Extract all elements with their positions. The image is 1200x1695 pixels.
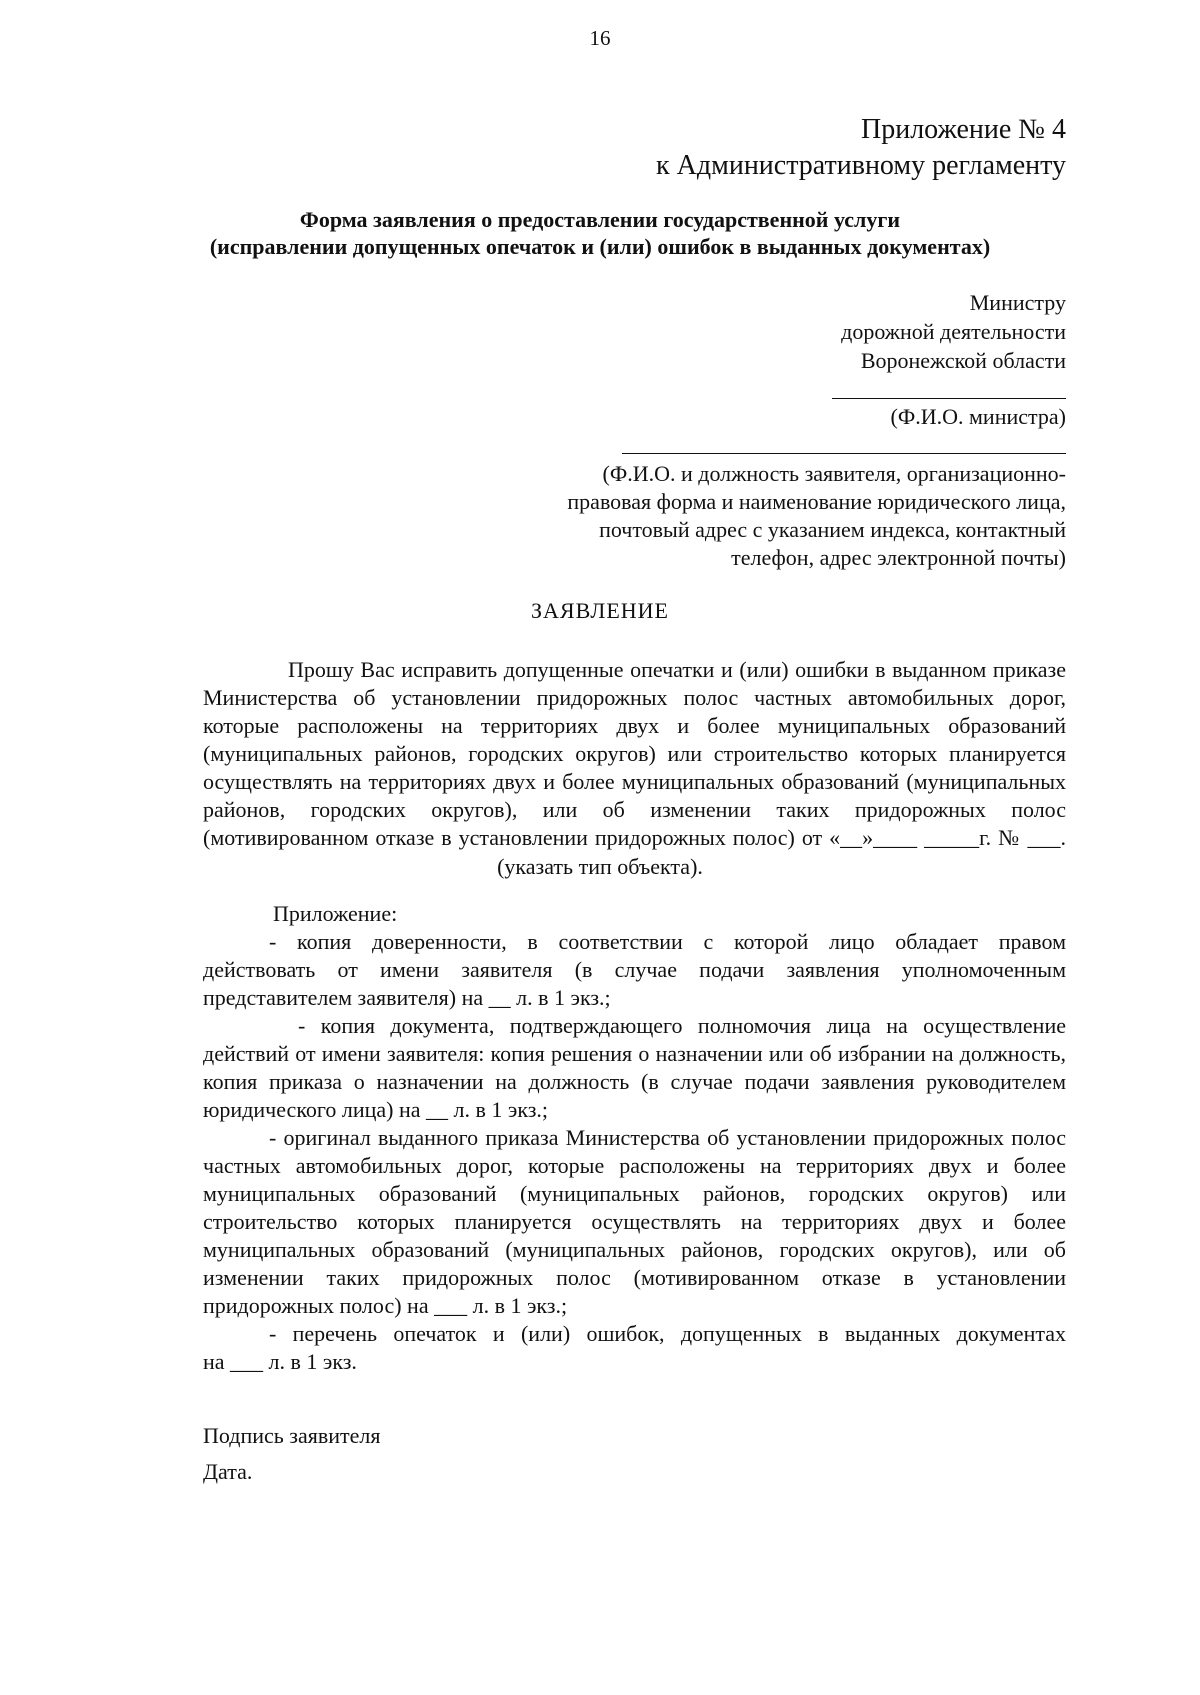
applicant-caption xyxy=(491,460,1066,572)
form-title-line-2: (исправлении допущенных опечаток и (или) ошибок в выданных документах) xyxy=(209,234,991,259)
request-line: осуществлять на территориях двух и более муниципальных образований (муниципальных xyxy=(203,769,1066,794)
addressee-line-3: Воронежской области xyxy=(860,348,1066,373)
form-title xyxy=(200,206,1000,260)
attachment-item-3-line: муниципальных образований (муниципальных районов, городских округов), или об xyxy=(203,1237,1066,1262)
appendix-regulation: к Административному регламенту xyxy=(656,150,1066,181)
attachments-label: Приложение: xyxy=(273,901,398,926)
request-line: которые расположены на территориях двух и более муниципальных образований xyxy=(203,713,1066,738)
request-paragraph xyxy=(203,656,1066,852)
form-title-line-1: Форма заявления о предоставлении государственной услуги xyxy=(299,207,901,232)
addressee-block xyxy=(841,288,1066,375)
attachment-item-4-line: на ___ л. в 1 экз. xyxy=(203,1349,357,1374)
attachment-item-3: - оригинал выданного приказа Министерства об установлении придорожных полос xyxy=(269,1125,1066,1150)
applicant-details-line xyxy=(622,453,1066,454)
applicant-caption-line-4: телефон, адрес электронной почты) xyxy=(731,545,1066,570)
minister-caption: (Ф.И.О. министра) xyxy=(890,404,1066,429)
attachments-list xyxy=(203,900,1066,1376)
attachment-item-3-line: частных автомобильных дорог, которые расположены на территориях двух и более xyxy=(203,1153,1066,1178)
attachment-item-3-line: изменении таких придорожных полос (мотивированном отказе в установлении xyxy=(203,1265,1066,1290)
appendix-reference xyxy=(656,112,1066,184)
document-heading: ЗАЯВЛЕНИЕ xyxy=(531,598,669,623)
attachment-item-3-line: придорожных полос) на ___ л. в 1 экз.; xyxy=(203,1293,568,1318)
appendix-title: Приложение № 4 xyxy=(861,114,1066,145)
request-line: Министерства об установлении придорожных полос частных автомобильных дорог, xyxy=(203,685,1066,710)
attachment-item-1-line: действовать от имени заявителя (в случае подачи заявления уполномоченным xyxy=(203,957,1066,982)
attachment-item-2-line: юридического лица) на __ л. в 1 экз.; xyxy=(203,1097,549,1122)
applicant-caption-line-2: правовая форма и наименование юридического лица, xyxy=(567,489,1066,514)
applicant-caption-line-3: почтовый адрес с указанием индекса, контактный xyxy=(599,517,1066,542)
minister-name-line xyxy=(832,398,1066,399)
request-line: Прошу Вас исправить допущенные опечатки и (или) ошибки в выданном приказе xyxy=(288,657,1066,682)
date-label: Дата. xyxy=(203,1459,253,1484)
attachment-item-3-line: муниципальных образований (муниципальных районов, городских округов) или xyxy=(203,1181,1066,1206)
request-line: районов, городских округов), или об изменении таких придорожных полос xyxy=(203,797,1066,822)
addressee-line-2: дорожной деятельности xyxy=(841,319,1066,344)
attachment-item-2-line: копия приказа о назначении на должность (в случае подачи заявления руководителем xyxy=(203,1069,1066,1094)
object-type-caption: (указать тип объекта). xyxy=(497,854,703,879)
signature-block xyxy=(203,1418,381,1490)
page-number: 16 xyxy=(589,26,611,50)
attachment-item-2: - копия документа, подтверждающего полномочия лица на осуществление xyxy=(298,1013,1066,1038)
attachment-item-2-line: действий от имени заявителя: копия решения о назначении или об избрании на должность, xyxy=(203,1041,1066,1066)
attachment-item-4: - перечень опечаток и (или) ошибок, допущенных в выданных документах xyxy=(269,1321,1066,1346)
attachment-item-1: - копия доверенности, в соответствии с которой лицо обладает правом xyxy=(269,929,1066,954)
request-line: (муниципальных районов, городских округов) или строительство которых планируется xyxy=(203,741,1066,766)
request-line: (мотивированном отказе в установлении придорожных полос) от «__»____ _____г. № ___. xyxy=(203,825,1066,850)
applicant-signature-label: Подпись заявителя xyxy=(203,1423,381,1448)
attachment-item-3-line: строительство которых планируется осуществлять на территориях двух и более xyxy=(203,1209,1066,1234)
addressee-line-1: Министру xyxy=(969,290,1066,315)
applicant-caption-line-1: (Ф.И.О. и должность заявителя, организационно- xyxy=(602,461,1066,486)
attachment-item-1-line: представителем заявителя) на __ л. в 1 экз.; xyxy=(203,985,611,1010)
